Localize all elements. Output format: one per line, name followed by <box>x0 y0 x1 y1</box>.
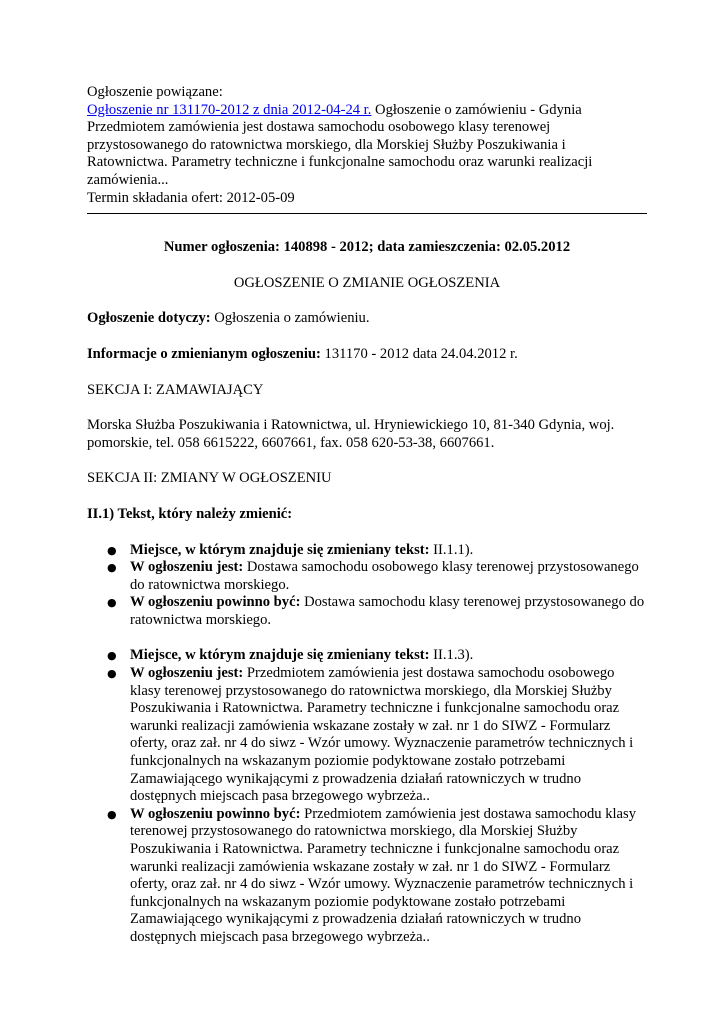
current-text-value: Przedmiotem zamówienia jest dostawa samochodu osobowego klasy terenowej przystosowanego do ratownictwa morskiego, dla Morskiej Służby Poszukiwania i Ratownictwa. Parametry techniczne i funkcjonalne samochodu oraz warunki realizacji zamówienia wskazane zostały w zał. nr 1 do SIWZ - Formularz oferty, oraz zał. nr 4 do siwz - Wzór umowy. Wyznaczenie parametrów technicznych i funkcjonalnych na wskazanym poziomie podyktowane zostało potrzebami Zamawiającego wynikającymi z prowadzenia działań ratowniczych w trudno dostępnych miejscach pasa brzegowego wybrzeża.. <box>130 665 634 805</box>
document-page <box>87 84 647 947</box>
change-list-1 <box>87 542 647 630</box>
current-text-label: W ogłoszeniu jest: <box>130 559 244 576</box>
concerns-line <box>87 310 647 328</box>
new-text-label: W ogłoszeniu powinno być: <box>130 805 301 822</box>
section-1-heading: SEKCJA I: ZAMAWIAJĄCY <box>87 381 264 398</box>
current-text-label: W ogłoszeniu jest: <box>130 665 244 682</box>
list-item-place <box>87 647 647 665</box>
related-summary-paragraph <box>87 102 647 190</box>
changed-notice-info-label: Informacje o zmienianym ogłoszeniu: <box>87 345 321 362</box>
change-list-2 <box>87 647 647 946</box>
offer-deadline: Termin składania ofert: 2012-05-09 <box>87 189 295 206</box>
related-summary: Ogłoszenie o zamówieniu - Gdynia Przedmiotem zamówienia jest dostawa samochodu osobowego klasy terenowej przystosowanego do ratownictwa morskiego, dla Morskiej Służby Poszukiwania i Ratownictwa. Parametry techniczne i funkcjonalne samochodu oraz warunki realizacji zamówienia... <box>87 101 593 188</box>
list-item-new-text <box>87 806 647 947</box>
place-value: II.1.1). <box>429 541 474 558</box>
list-item-current-text <box>87 559 647 594</box>
changed-notice-info-line <box>87 346 647 364</box>
list-item-new-text <box>87 594 647 629</box>
list-item-current-text <box>87 665 647 806</box>
notice-title: OGŁOSZENIE O ZMIANIE OGŁOSZENIA <box>233 274 501 291</box>
related-heading: Ogłoszenie powiązane: <box>87 84 223 100</box>
bullet-icon: ● <box>107 667 117 681</box>
concerns-label: Ogłoszenie dotyczy: <box>87 310 211 327</box>
related-notice-link[interactable]: Ogłoszenie nr 131170-2012 z dnia 2012-04-24 r. <box>87 101 372 118</box>
place-value: II.1.3). <box>429 647 474 664</box>
list-item-place <box>87 542 647 560</box>
changed-notice-info-value: 131170 - 2012 data 24.04.2012 r. <box>320 345 518 362</box>
place-label: Miejsce, w którym znajduje się zmieniany tekst: <box>130 647 430 664</box>
new-text-value: Przedmiotem zamówienia jest dostawa samochodu klasy terenowej przystosowanego do ratownictwa morskiego, dla Morskiej Służby Poszukiwania i Ratownictwa. Parametry techniczne i funkcjonalne samochodu oraz warunki realizacji zamówienia wskazane zostały w zał. nr 1 do SIWZ - Formularz oferty, oraz zał. nr 4 do siwz - Wzór umowy. Wyznaczenie parametrów technicznych i funkcjonalnych na wskazanym poziomie podyktowane zostało potrzebami Zamawiającego wynikającymi z prowadzenia działań ratowniczych w trudno dostępnych miejscach pasa brzegowego wybrzeża.. <box>130 805 637 945</box>
related-notice-block <box>87 84 647 207</box>
concerns-value: Ogłoszenia o zamówieniu. <box>210 310 370 327</box>
bullet-icon: ● <box>107 807 117 821</box>
bullet-icon: ● <box>107 596 117 610</box>
notice-number-line: Numer ogłoszenia: 140898 - 2012; data zamieszczenia: 02.05.2012 <box>163 239 571 256</box>
bullet-icon: ● <box>107 561 117 575</box>
new-text-label: W ogłoszeniu powinno być: <box>130 594 301 611</box>
bullet-icon: ● <box>107 543 117 557</box>
place-label: Miejsce, w którym znajduje się zmieniany tekst: <box>130 541 430 558</box>
new-text-value: Dostawa samochodu klasy terenowej przystosowanego do ratownictwa morskiego. <box>130 594 645 628</box>
contracting-authority-details: Morska Służba Poszukiwania i Ratownictwa, ul. Hryniewickiego 10, 81-340 Gdynia, woj. pomorskie, tel. 058 6615222, 6607661, fax. 058 620-53-38, 6607661. <box>87 417 615 451</box>
horizontal-divider <box>87 213 647 214</box>
bullet-icon: ● <box>107 649 117 663</box>
section-2-heading: SEKCJA II: ZMIANY W OGŁOSZENIU <box>87 470 332 487</box>
text-to-change-heading: II.1) Tekst, który należy zmienić: <box>87 505 293 522</box>
current-text-value: Dostawa samochodu osobowego klasy terenowej przystosowanego do ratownictwa morskiego. <box>130 559 639 593</box>
